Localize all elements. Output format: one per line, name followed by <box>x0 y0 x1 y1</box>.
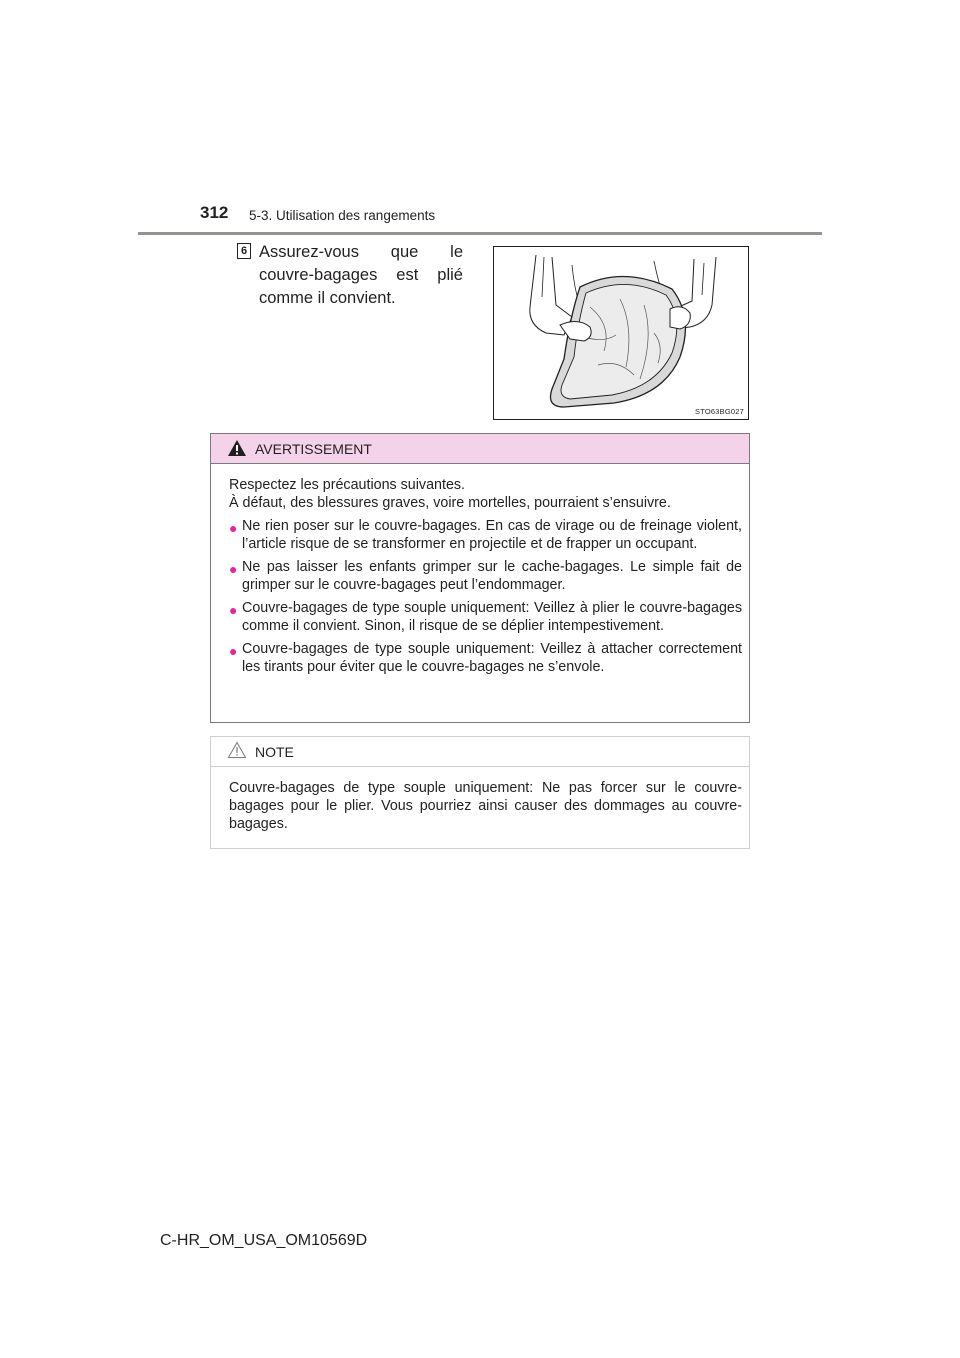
warning-bullet-item <box>229 640 742 676</box>
step-instruction: Assurez-vous que le couvre-bagages est plié comme il convient. <box>259 243 463 307</box>
header-divider <box>138 232 822 235</box>
bullet-dot-icon: ● <box>229 643 238 659</box>
bullet-dot-icon: ● <box>229 520 238 536</box>
warning-header <box>211 434 749 464</box>
note-title: NOTE <box>255 744 294 760</box>
folding-cover-drawing <box>494 247 748 419</box>
document-code: C-HR_OM_USA_OM10569D <box>160 1232 368 1249</box>
warning-intro-line: Respectez les précautions suivantes. <box>229 477 466 493</box>
folded-cover-illustration <box>493 246 749 420</box>
warning-title: AVERTISSEMENT <box>255 441 372 457</box>
bullet-text: Couvre-bagages de type souple uniquement: Veillez à plier le couvre-bagages comme il convient. Sinon, il risque de se déplier intempestivement. <box>242 600 742 634</box>
note-header <box>211 737 749 767</box>
warning-bullet-item <box>229 517 742 553</box>
note-text: Couvre-bagages de type souple uniquement: Ne pas forcer sur le couvre-bagages pour le plier. Vous pourriez ainsi causer des dommages au couvre-bagages. <box>229 780 742 832</box>
note-box <box>210 736 750 849</box>
warning-bullet-item <box>229 558 742 594</box>
bullet-dot-icon: ● <box>229 602 238 618</box>
caution-outline-icon <box>227 741 247 759</box>
figure-code: STO63BG027 <box>695 407 744 416</box>
bullet-text: Couvre-bagages de type souple uniquement: Veillez à attacher correctement les tirants pour éviter que le couvre-bagages ne s’envole. <box>242 641 742 675</box>
bullet-dot-icon: ● <box>229 561 238 577</box>
warning-body <box>229 476 742 676</box>
warning-triangle-icon <box>227 439 247 457</box>
step-number-badge: 6 <box>237 243 251 259</box>
page-number: 312 <box>200 203 229 222</box>
bullet-text: Ne pas laisser les enfants grimper sur le cache-bagages. Le simple fait de grimper sur le couvre-bagages peut l’endommager. <box>242 559 742 593</box>
warning-bullet-item <box>229 599 742 635</box>
warning-intro-line: À défaut, des blessures graves, voire mortelles, pourraient s’ensuivre. <box>229 495 671 511</box>
bullet-text: Ne rien poser sur le couvre-bagages. En cas de virage ou de freinage violent, l’article risque de se transformer en projectile et de frapper un occupant. <box>242 518 742 552</box>
section-title: 5-3. Utilisation des rangements <box>249 208 436 223</box>
warning-box <box>210 433 750 723</box>
